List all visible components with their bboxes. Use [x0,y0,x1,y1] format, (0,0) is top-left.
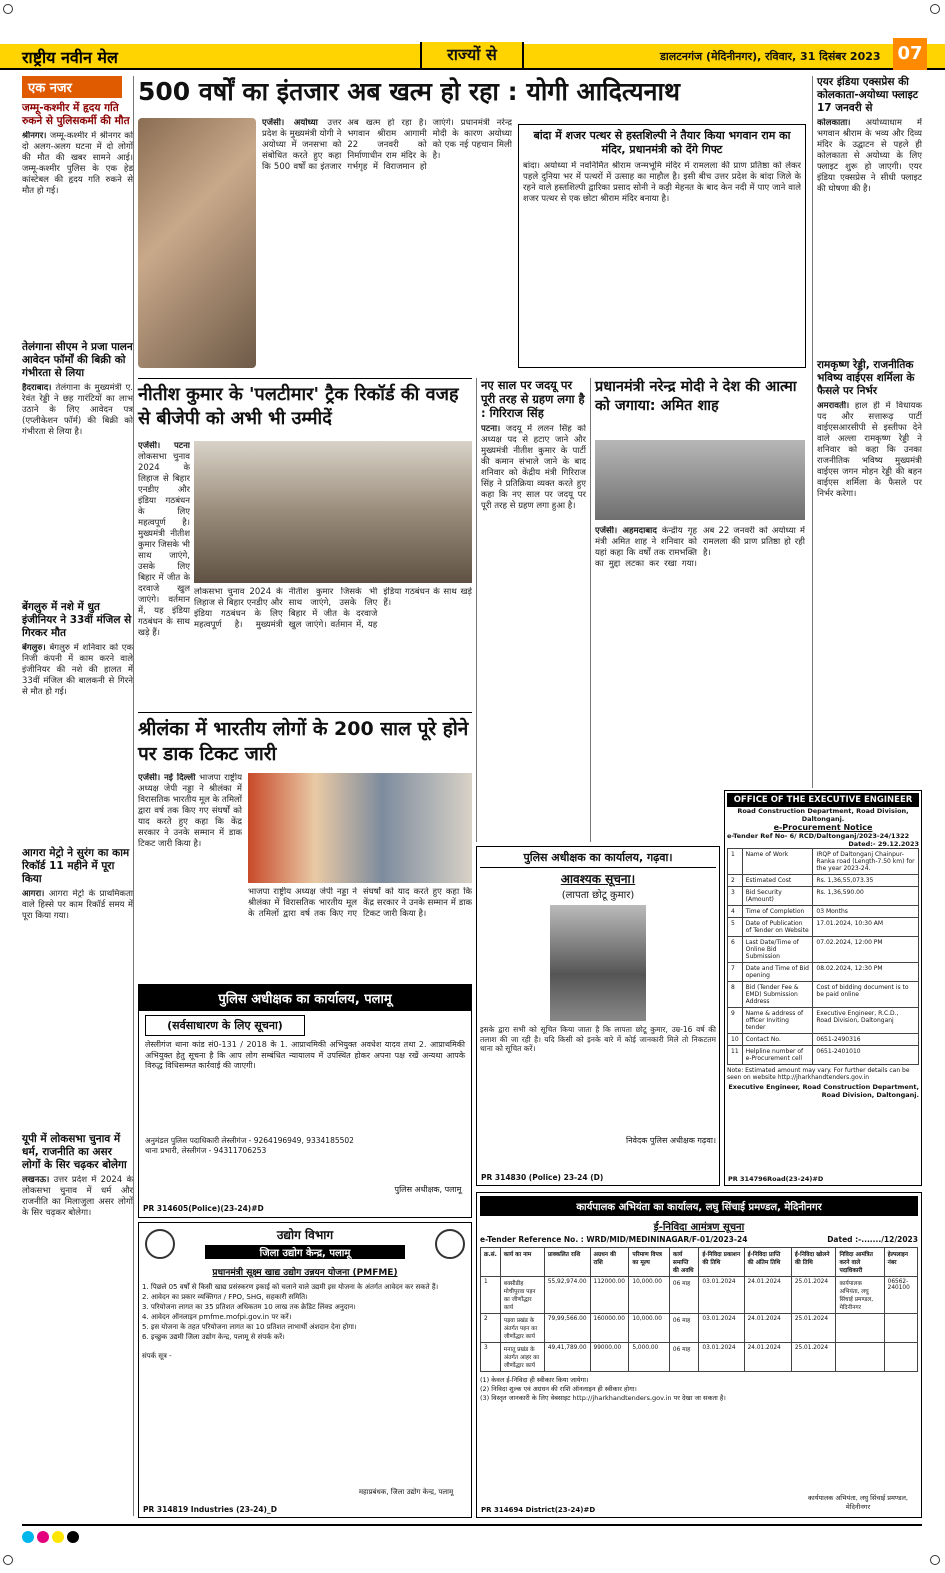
ee-table-row [728,918,919,937]
ee-cell-label: Time of Completion [742,906,813,918]
left-item-text: हैदराबाद। तेलंगाना के मुख्यमंत्री ए. रेवंत रेड्डी ने छह गारंटियों का लाभ उठाने के लिए आवेदन पत्र (एप्लीकेशन फॉर्म) की बिक्री को गंभीरता से लिया है। [22,383,133,437]
minor-cell: 112000.00 [590,1277,629,1314]
right-item-text: कोलकाता। अयोध्याधाम में भगवान श्रीराम के भव्य और दिव्य मंदिर के उद्घाटन से पहले ही कोलकाता से अयोध्या के लिए फ्लाइट शुरू हो जाएगी। एयर इंडिया एक्सप्रेस ने सीधी फ्लाइट की घोषणा की है। [817,118,922,194]
ee-cell-label: Date of Publication of Tender on Website [742,918,813,937]
ee-cell-value: Rs. 1,36,55,073.35 [813,875,919,887]
masthead [0,44,945,70]
minor-cell: बक्सीडीह मोचीपुरवा पइन का जीर्णोद्धार कार्य [500,1277,544,1314]
govt-emblem-icon [145,1229,175,1259]
palamu-notice-signature: पुलिस अधीक्षक, पलामू [394,1185,462,1194]
ee-cell-value: 0651-2401010 [813,1046,919,1065]
minor-cell [884,1314,917,1343]
color-registration-bar [22,1524,922,1540]
minor-header-cell: परिमाण विपत्र का मूल्य [629,1248,670,1277]
minor-notice-table [480,1247,918,1372]
minor-cell: 03.01.2024 [699,1314,744,1343]
ee-cell-label: Bid Security (Amount) [742,887,813,906]
minor-header-cell: अग्रधन की राशि [590,1248,629,1277]
minor-notice-date: Dated :-......./12/2023 [827,1235,918,1244]
missing-notice-text: इसके द्वारा सभी को सूचित किया जाता है कि लापता छोटू कुमार, उम्र-16 वर्ष की तलाश की जा रही है। यदि किसी को इनके बारे में कोई जानकारी मिले तो निकटतम थाना को सूचित करें। [480,1025,716,1053]
nitish-headline: नीतीश कुमार के 'पलटीमार' ट्रैक रिकॉर्ड की वजह से बीजेपी को अभी भी उम्मीदें [138,384,459,429]
crop-mark [3,4,13,14]
ee-table-row [728,906,919,918]
industry-notice [138,1222,472,1518]
minor-notice-ref: e-Tender Reference No. : WRD/MID/MEDININAGAR/F-01/2023-24 [480,1235,748,1244]
ee-cell-no: 7 [728,963,743,982]
ee-cell-no: 2 [728,875,743,887]
ee-cell-no: 8 [728,982,743,1008]
minor-cell: 06 माह [669,1314,698,1343]
ee-notice-office: OFFICE OF THE EXECUTIVE ENGINEER [727,793,919,807]
left-item-4 [22,847,133,1129]
ee-cell-label: Estimated Cost [742,875,813,887]
ee-table-row [728,937,919,963]
minor-cell: 24.01.2024 [744,1314,791,1343]
missing-person-photo [550,905,646,1021]
minor-table-row [481,1314,918,1343]
minor-notice-office: कार्यपालक अभियंता का कार्यालय, लघु सिंचाई प्रमण्डल, मेदिनीनगर [480,1196,918,1216]
minor-cell: 03.01.2024 [699,1343,744,1372]
boxed-headline: बांदा में शजर पत्थर से हस्तशिल्पी ने तैयार किया भगवान राम का मंदिर, प्रधानमंत्री को देंगे गिफ्ट [533,129,791,156]
minor-cell: 24.01.2024 [744,1277,791,1314]
ee-cell-value: Rs. 1,36,590.00 [813,887,919,906]
minor-cell: 49,41,789.00 [544,1343,590,1372]
ee-cell-label: Contact No. [742,1034,813,1046]
palamu-notice-office: पुलिस अधीक्षक का कार्यालय, पलामू [139,985,471,1011]
minor-notice-pr: PR 314694 District(23-24)#D [481,1506,596,1514]
palamu-notice-station: थाना प्रभारी, लेस्लीगंज - 94311706253 [145,1146,267,1155]
nitish-text-left: एजेंसी। पटना लोकसभा चुनाव 2024 के लिहाज से बिहार एनडीए और इंडिया गठबंधन के लिए महत्वपूर्ण है। मुख्यमंत्री नीतीश कुमार जिसके भी साथ जाएंगे, उसके लिए बिहार में जीत के दरवाजे खुल जाएंगे। वर्तमान में, यह इंडिया गठबंधन के साथ खड़े हैं। [138,441,190,638]
ee-cell-no: 4 [728,906,743,918]
ee-cell-label: Bid (Tender Fee & EMD) Submission Address [742,982,813,1008]
palamu-notice-pr: PR 314605(Police)(23-24)#D [143,1204,264,1213]
dateline: डालटनगंज (मेदिनीनगर), रविवार, 31 दिसंबर 2023 [660,50,881,63]
ee-table-row [728,1046,919,1065]
minor-header-cell: ई-निविदा प्रकाशन की तिथि [699,1248,744,1277]
ee-cell-value: 17.01.2024, 10:30 AM [813,918,919,937]
left-column-header: एक नजर [22,76,122,98]
left-item-title: तेलंगाना सीएम ने प्रजा पालन आवेदन फॉर्मों की बिक्री को गंभीरता से लिया [22,341,133,379]
minor-cell: 79,99,566.00 [544,1314,590,1343]
left-item-text: श्रीनगर। जम्मू-कश्मीर में श्रीनगर को दो अलग-अलग घटना में दो लोगों की मौत की खबर सामने आई। जम्मू-कश्मीर पुलिस के एक हेड कांस्टेबल की हृदय गति रुकने से मौत हो गई। [22,131,133,196]
page-number: 07 [893,38,927,70]
crop-mark [3,1555,13,1565]
minor-notice-title: ई-निविदा आमंत्रण सूचना [653,1222,745,1233]
minor-cell: 25.01.2024 [791,1343,836,1372]
left-item-title: बेंगलुरु में नशे में धुत इंजीनियर ने 33वीं मंजिल से गिरकर मौत [22,601,132,639]
ee-notice-title: e-Procurement Notice [773,823,873,832]
minor-cell: मनातू प्रखंड के अंतर्गत आहर का जीर्णोद्धार कार्य [500,1343,544,1372]
brand-logo: राष्ट्रीय नवीन मेल [22,48,118,67]
minor-header-cell: हेल्पलाइन नंबर [884,1248,917,1277]
missing-notice-subtitle: (लापता छोटू कुमार) [561,890,635,901]
jdu-text: पटना। जदयू में ललन सिंह को अध्यक्ष पद से हटाए जाने और मुख्यमंत्री नीतीश कुमार के पार्टी की कमान संभाले जाने के बाद शनिवार को केंद्रीय मंत्री गिरिराज सिंह ने प्रतिक्रिया व्यक्त करते हुए कहा कि नए साल पर जदयू पर पूरी तरह से ग्रहण लगा हुआ है। [481,424,586,511]
magenta-dot-icon [37,1531,49,1543]
ee-notice-note: Note: Estimated amount may vary. For further details can be seen on website http://jharkhandtenders.gov.in [727,1067,910,1081]
ee-cell-value: Cost of bidding document is to be paid online [813,982,919,1008]
minor-cell: कार्यपालक अभियंता, लघु सिंचाई प्रमण्डल, मेदिनीनगर [836,1277,884,1314]
ee-cell-value: 07.02.2024, 12:00 PM [813,937,919,963]
industry-notice-points: 1. पिछले 05 वर्षों से किसी खाद्य प्रसंस्करण इकाई को चलाने वाले उद्यमी इस योजना के अंतर्गत आवेदन कर सकते हैं। 2. आवेदन का प्रकार व्यक्तिगत / FPO, SHG, सहकारी समिति। 3. परियोजना लागत का 35 प्रतिशत अधिकतम 10 लाख तक क्रेडिट लिंक्ड अनुदान। 4. आवेदन ऑनलाइन pmfme.mofpi.gov.in पर करें। 5. इस योजना के तहत परियोजना लागत का 10 प्रतिशत लाभार्थी अंशदान देना होगा। 6. इच्छुक उद्यमी जिला उद्योग केन्द्र, पलामू से संपर्क करें। [142,1283,439,1341]
jdu-story [476,378,586,842]
srilanka-text-left: एजेंसी। नई दिल्ली भाजपा राष्ट्रीय अध्यक्ष जेपी नड्डा ने श्रीलंका में विरासतिक भारतीय मूल के तमिलों द्वारा वर्ष तक किए गए संघर्षों को याद करते हुए कहा कि केंद्र सरकार ने उनके सम्मान में डाक टिकट जारी किया है। [138,773,242,849]
nitish-photo [194,441,472,583]
minor-notice-refline [480,1235,918,1244]
minor-cell: 06 माह [669,1277,698,1314]
minor-header-cell: ई-निविदा प्राप्ति की अंतिम तिथि [744,1248,791,1277]
ee-table-row [728,849,919,875]
ee-notice-signature: Executive Engineer, Road Construction Department, Road Division, Daltonganj. [728,1083,919,1099]
missing-notice [476,846,720,1186]
ee-cell-no: 1 [728,849,743,875]
ee-cell-label: Name of Work [742,849,813,875]
minor-header-cell: प्राक्कलित राशि [544,1248,590,1277]
minor-cell: 25.01.2024 [791,1314,836,1343]
palamu-notice [138,984,472,1218]
industry-notice-suboffice: जिला उद्योग केन्द्र, पलामू [205,1245,405,1259]
nitish-text: लोकसभा चुनाव 2024 के लिहाज से बिहार एनडीए और इंडिया गठबंधन के लिए महत्वपूर्ण है। मुख्यमंत्री नीतीश कुमार जिसके भी साथ जाएंगे, उसके लिए बिहार में जीत के दरवाजे खुल जाएंगे। वर्तमान में, यह इंडिया गठबंधन के साथ खड़े हैं। [194,587,472,630]
lead-story [138,76,806,372]
ee-cell-no: 10 [728,1034,743,1046]
section-label: राज्यों से [420,42,524,70]
ee-cell-label: Helpline number of e-Procurement cell [742,1046,813,1065]
ee-cell-label: Date and Time of Bid opening [742,963,813,982]
minor-header-cell: कार्य समाप्ति की अवधि [669,1248,698,1277]
industry-notice-signature: महाप्रबंधक, जिला उद्योग केन्द्र, पलामू [358,1488,454,1496]
minor-cell: 03.01.2024 [699,1277,744,1314]
minor-cell: 25.01.2024 [791,1277,836,1314]
cyan-dot-icon [22,1531,34,1543]
amit-headline: प्रधानमंत्री नरेन्द्र मोदी ने देश की आत्मा को जगाया: अमित शाह [595,379,797,414]
right-item-title: एयर इंडिया एक्सप्रेस की कोलकाता-अयोध्या फ्लाइट 17 जनवरी से [817,76,919,114]
ee-cell-value: IRQP of Daltonganj Chainpur-Ranka road (Length-7.50 km) for the year 2023-24. [813,849,919,875]
lead-headline: 500 वर्षों का इंतजार अब खत्म हो रहा : योगी आदित्यनाथ [138,77,680,106]
ee-notice-table [727,848,919,1065]
minor-header-cell: निविदा आमंत्रित करने वाले पदाधिकारी [836,1248,884,1277]
left-item-title: आगरा मेट्रो ने सुरंग का काम रिकॉर्ड 11 महीने में पूरा किया [22,847,130,885]
srilanka-headline: श्रीलंका में भारतीय लोगों के 200 साल पूरे होने पर डाक टिकट जारी [138,718,469,765]
srilanka-text: भाजपा राष्ट्रीय अध्यक्ष जेपी नड्डा ने श्रीलंका में विरासतिक भारतीय मूल के तमिलों द्वारा वर्ष तक किए गए संघर्षों को याद करते हुए कहा कि केंद्र सरकार ने उनके सम्मान में डाक टिकट जारी किया है। [248,887,472,919]
missing-notice-signature: निवेदक पुलिस अधीक्षक गढ़वा। [626,1136,716,1145]
palamu-notice-subtitle: (सर्वसाधारण के लिए सूचना) [145,1015,305,1036]
ee-notice [724,790,922,1186]
left-item-1 [22,102,133,337]
ee-cell-no: 9 [728,1008,743,1034]
jdu-headline: नए साल पर जदयू पर पूरी तरह से ग्रहण लगा है : गिरिराज सिंह [481,378,585,420]
minor-cell: 06 माह [669,1343,698,1372]
boxed-text: बांदा। अयोध्या में नवनिर्मित श्रीराम जन्मभूमि मंदिर में रामलला की प्राण प्रतिष्ठा को लेकर पहले दुनिया भर में पत्थरों में उत्साह का माहौल है। इसी बीच उत्तर प्रदेश के बांदा जिले के रहने वाले हस्तशिल्पी द्वारिका प्रसाद सोनी ने कड़ी मेहनत के बाद केन नदी में पाए जाने वाले शजर पत्थर से एक छोटा श्रीराम मंदिर बनाया है। [523,161,801,204]
minor-cell: 99000.00 [590,1343,629,1372]
amit-text: एजेंसी। अहमदाबाद केन्द्रीय गृह मंत्री अमित शाह ने शनिवार को यहां कहा कि वर्षों तक रामभक्ति का मुद्दा लटका कर रखा गया। अब 22 जनवरी को अयोध्या में रामलला की प्राण प्रतिष्ठा हो रही है। [595,526,805,569]
ee-cell-no: 3 [728,887,743,906]
black-dot-icon [67,1531,79,1543]
minor-cell [836,1314,884,1343]
srilanka-story [138,712,472,974]
right-item-text: अमरावती। हाल ही में विधायक पद और सत्तारूढ़ पार्टी वाईएसआरसीपी से इस्तीफा देने वाले अल्ला रामकृष्ण रेड्डी ने शनिवार को कहा कि उनका राजनीतिक भविष्य मुख्यमंत्री वाईएस जगन मोहन रेड्डी की बहन वाईएस शर्मिला के फैसले पर निर्भर करेगा। [817,401,922,499]
srilanka-photo [248,773,472,883]
minor-cell: 10,000.00 [629,1277,670,1314]
ee-cell-value: 0651-2490316 [813,1034,919,1046]
right-column [812,76,922,788]
ee-cell-label: Last Date/Time of Online Bid Submission [742,937,813,963]
ee-table-row [728,1008,919,1034]
minor-cell: 3 [481,1343,501,1372]
yogi-photo [138,118,256,368]
ee-cell-value: Executive Engineer, R.C.D., Road Division, Daltonganj [813,1008,919,1034]
ee-notice-pr: PR 314796Road(23-24)#D [728,1175,824,1183]
minor-table-row [481,1343,918,1372]
crop-mark [930,4,940,14]
minor-header-cell: ई-निविदा खोलने की तिथि [791,1248,836,1277]
ee-notice-ref: e-Tender Ref No- 6/ RCD/Daltonganj/2023-24/1322 [727,832,910,840]
minor-table-row [481,1277,918,1314]
amit-story [590,378,808,842]
left-column [22,76,134,1516]
minor-cell: 06562-240100 [884,1277,917,1314]
ee-cell-no: 11 [728,1046,743,1065]
ee-table-row [728,963,919,982]
ee-table-row [728,982,919,1008]
minor-cell [884,1343,917,1372]
left-item-title: जम्मू-कश्मीर में हृदय गति रुकने से पुलिसकर्मी की मौत [22,102,130,127]
palamu-notice-text: लेस्लीगंज थाना कांड सं0-131 / 2018 के 1. आप्राथमिकी अभियुक्त अवधेश यादव तथा 2. आप्राथमिकी अभियुक्त हेतु सूचना है कि आप लोग सम्बंधित न्यायालय में उपस्थित होकर अपना पक्ष रखें अन्यथा आपके विरुद्ध विधिसम्मत कार्रवाई की जाएगी। [145,1040,465,1070]
ee-cell-no: 6 [728,937,743,963]
minor-cell: 2 [481,1314,501,1343]
ee-cell-value: 03 Months [813,906,919,918]
minor-cell: 10,000.00 [629,1314,670,1343]
industry-notice-contact: संपर्क सूत्र - [142,1352,172,1360]
ee-notice-date: Dated:- 29.12.2023 [848,840,919,848]
left-item-text: लखनऊ। उत्तर प्रदेश में 2024 के लोकसभा चुनाव में धर्म और राजनीति का मिलाजुला असर लोगों के सिर चढ़कर बोलेगा। [22,1175,133,1218]
left-item-text: आगरा। आगरा मेट्रो के प्राथमिकता वाले हिस्से पर काम रिकॉर्ड समय में पूरा किया गया। [22,889,133,921]
amit-photo [595,440,805,520]
ee-table-row [728,887,919,906]
left-item-5 [22,1133,133,1475]
minor-cell: पड़वा प्रखंड के अंतर्गत पइन का जीर्णोद्धार कार्य [500,1314,544,1343]
industry-notice-pr: PR 314819 Industries (23-24)_D [143,1505,277,1514]
boxed-story [518,124,806,368]
minor-cell: 1 [481,1277,501,1314]
minor-cell: 5,000.00 [629,1343,670,1372]
minor-notice-signature: कार्यपालक अभियंता, लघु सिंचाई प्रमण्डल, मेदिनीनगर [808,1494,908,1511]
missing-notice-pr: PR 314830 (Police) 23-24 (D) [481,1173,604,1182]
left-item-3 [22,601,133,843]
yellow-dot-icon [52,1531,64,1543]
ee-cell-value: 08.02.2024, 12:30 PM [813,963,919,982]
left-item-text: बेंगलुरु। बेंगलुरु में शनिवार को एक निजी कंपनी में काम करने वाले इंजीनियर की नशे की हालत में 33वीं मंजिल की बालकनी से गिरने से मौत हो गई। [22,643,133,697]
industry-notice-scheme: प्रधानमंत्री सूक्ष्म खाद्य उद्योग उन्नयन योजना (PMFME) [212,1268,398,1278]
crop-mark [930,1555,940,1565]
nitish-story [138,378,472,708]
missing-notice-office: पुलिस अधीक्षक का कार्यालय, गढ़वा। [480,850,716,868]
ee-table-row [728,875,919,887]
minor-cell: 24.01.2024 [744,1343,791,1372]
palamu-notice-contacts: अनुमंडल पुलिस पदाधिकारी लेस्लीगंज - 9264196949, 9334185502 [145,1136,354,1145]
minor-cell: 55,92,974.00 [544,1277,590,1314]
right-item-title: रामकृष्ण रेड्डी, राजनीतिक भविष्य वाईएस शर्मिला के फैसले पर निर्भर [817,359,915,397]
industry-notice-office: उद्योग विभाग [276,1228,334,1242]
pmfme-logo-icon [435,1229,465,1259]
minor-notice-notes: (1) केवल ई-निविदा ही स्वीकार किया जायेगा। (2) निविदा शुल्क एवं अग्रधन की राशि ऑनलाइन ही स्वीकार होगा। (3) विस्तृत जानकारी के लिए वेबसाइट http://jharkhandtenders.gov.in पर देखा जा सकता है। [480,1376,726,1402]
missing-notice-title: आवश्यक सूचना। [560,872,636,886]
left-item-title: यूपी में लोकसभा चुनाव में धर्म, राजनीति का असर लोगों के सिर चढ़कर बोलेगा [22,1133,127,1171]
minor-cell: 160000.00 [590,1314,629,1343]
minor-header-cell: कार्य का नाम [500,1248,544,1277]
minor-header-cell: क्र.सं. [481,1248,501,1277]
ee-cell-label: Name & address of officer Inviting tender [742,1008,813,1034]
ee-cell-no: 5 [728,918,743,937]
minor-irrigation-notice [476,1192,922,1518]
minor-cell [836,1343,884,1372]
ee-table-row [728,1034,919,1046]
ee-notice-suboffice: Road Construction Department, Road Division, Daltonganj. [737,807,909,823]
left-item-2 [22,341,133,597]
lead-text: एजेंसी। अयोध्या उत्तर प्रदेश के मुख्यमंत्री योगी ने अयोध्या में जनसभा को संबोधित करते हुए कहा कि 500 वर्षों का इंतजार अब खत्म हो रहा है। भगवान श्रीराम आगामी 22 जनवरी को निर्माणाधीन राम मंदिर के गर्भगृह में विराजमान हो जाएंगे। प्रधानमंत्री नरेन्द्र मोदी के कारण अयोध्या को एक नई पहचान मिली है। [262,118,512,172]
